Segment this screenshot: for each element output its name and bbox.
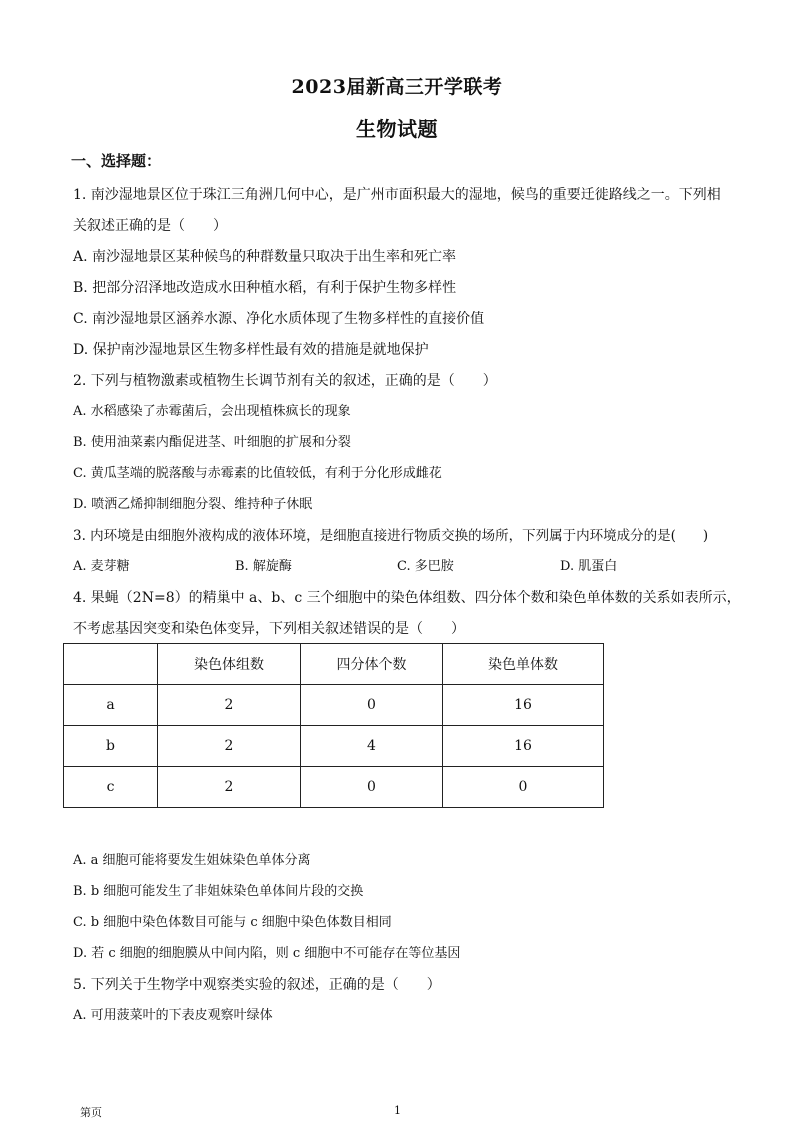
- table-cell: c: [64, 767, 158, 808]
- q2-option-d: D. 喷洒乙烯抑制细胞分裂、维持种子休眠: [73, 497, 313, 512]
- exam-subject: 生物试题: [356, 117, 438, 141]
- q4-option-d: D. 若 c 细胞的细胞膜从中间内陷，则 c 细胞中不可能存在等位基因: [73, 946, 461, 961]
- q4-option-a: A. a 细胞可能将要发生姐妹染色单体分离: [73, 853, 311, 868]
- table-row: [64, 767, 604, 808]
- q1-stem-line1: 1. 南沙湿地景区位于珠江三角洲几何中心，是广州市面积最大的湿地，候鸟的重要迁徙路线之一。下列相: [73, 187, 721, 203]
- q3-option-d: D. 肌蛋白: [560, 559, 618, 574]
- table-cell: 2: [158, 767, 301, 808]
- table-row: [64, 726, 604, 767]
- table-cell: 0: [301, 685, 443, 726]
- q3-option-b: B. 解旋酶: [235, 559, 292, 574]
- q4-stem-line1: 4. 果蝇（2N=8）的精巢中 a、b、c 三个细胞中的染色体组数、四分体个数和染色单体数的关系如表所示，: [73, 590, 741, 606]
- q2-option-b: B. 使用油菜素内酯促进茎、叶细胞的扩展和分裂: [73, 435, 351, 450]
- table-cell: a: [64, 685, 158, 726]
- table-row: [64, 685, 604, 726]
- q3-option-a: A. 麦芽糖: [73, 559, 130, 574]
- q2-option-c: C. 黄瓜茎端的脱落酸与赤霉素的比值较低，有利于分化形成雌花: [73, 466, 442, 481]
- table-header-cell: 染色单体数: [443, 644, 604, 685]
- q2-stem: 2. 下列与植物激素或植物生长调节剂有关的叙述，正确的是（ ）: [73, 373, 497, 389]
- q4-stem-line2: 不考虑基因突变和染色体变异，下列相关叙述错误的是（ ）: [73, 621, 465, 637]
- table-cell: 2: [158, 726, 301, 767]
- table-header-row: [64, 644, 604, 685]
- footer-page-label: 第页: [80, 1106, 102, 1119]
- q1-option-b: B. 把部分沼泽地改造成水田种植水稻，有利于保护生物多样性: [73, 280, 457, 296]
- chromosome-table: [63, 643, 604, 808]
- table-cell: 4: [301, 726, 443, 767]
- q4-option-b: B. b 细胞可能发生了非姐妹染色单体间片段的交换: [73, 884, 364, 899]
- table-header-cell: 染色体组数: [158, 644, 301, 685]
- table-cell: 0: [301, 767, 443, 808]
- q3-stem: 3. 内环境是由细胞外液构成的液体环境，是细胞直接进行物质交换的场所，下列属于内环境成分的是( ): [73, 528, 709, 544]
- q4-option-c: C. b 细胞中染色体数目可能与 c 细胞中染色体数目相同: [73, 915, 392, 930]
- q1-option-c: C. 南沙湿地景区涵养水源、净化水质体现了生物多样性的直接价值: [73, 311, 485, 327]
- q1-option-d: D. 保护南沙湿地景区生物多样性最有效的措施是就地保护: [73, 342, 429, 358]
- footer-page-number: 1: [394, 1104, 401, 1117]
- q1-option-a: A. 南沙湿地景区某种候鸟的种群数量只取决于出生率和死亡率: [73, 249, 457, 265]
- table-cell: 16: [443, 685, 604, 726]
- q5-stem: 5. 下列关于生物学中观察类实验的叙述，正确的是（ ）: [73, 977, 441, 993]
- q5-option-a: A. 可用菠菜叶的下表皮观察叶绿体: [73, 1008, 273, 1023]
- table-header-cell: 四分体个数: [301, 644, 443, 685]
- q1-stem-line2: 关叙述正确的是（ ）: [73, 218, 227, 234]
- q2-option-a: A. 水稻感染了赤霉菌后，会出现植株疯长的现象: [73, 404, 351, 419]
- exam-title: 2023届新高三开学联考: [291, 76, 503, 98]
- table-header-cell: [64, 644, 158, 685]
- table-cell: 16: [443, 726, 604, 767]
- table-cell: b: [64, 726, 158, 767]
- section-heading: 一、选择题：: [71, 152, 162, 170]
- table-cell: 0: [443, 767, 604, 808]
- table-cell: 2: [158, 685, 301, 726]
- q3-option-c: C. 多巴胺: [397, 559, 454, 574]
